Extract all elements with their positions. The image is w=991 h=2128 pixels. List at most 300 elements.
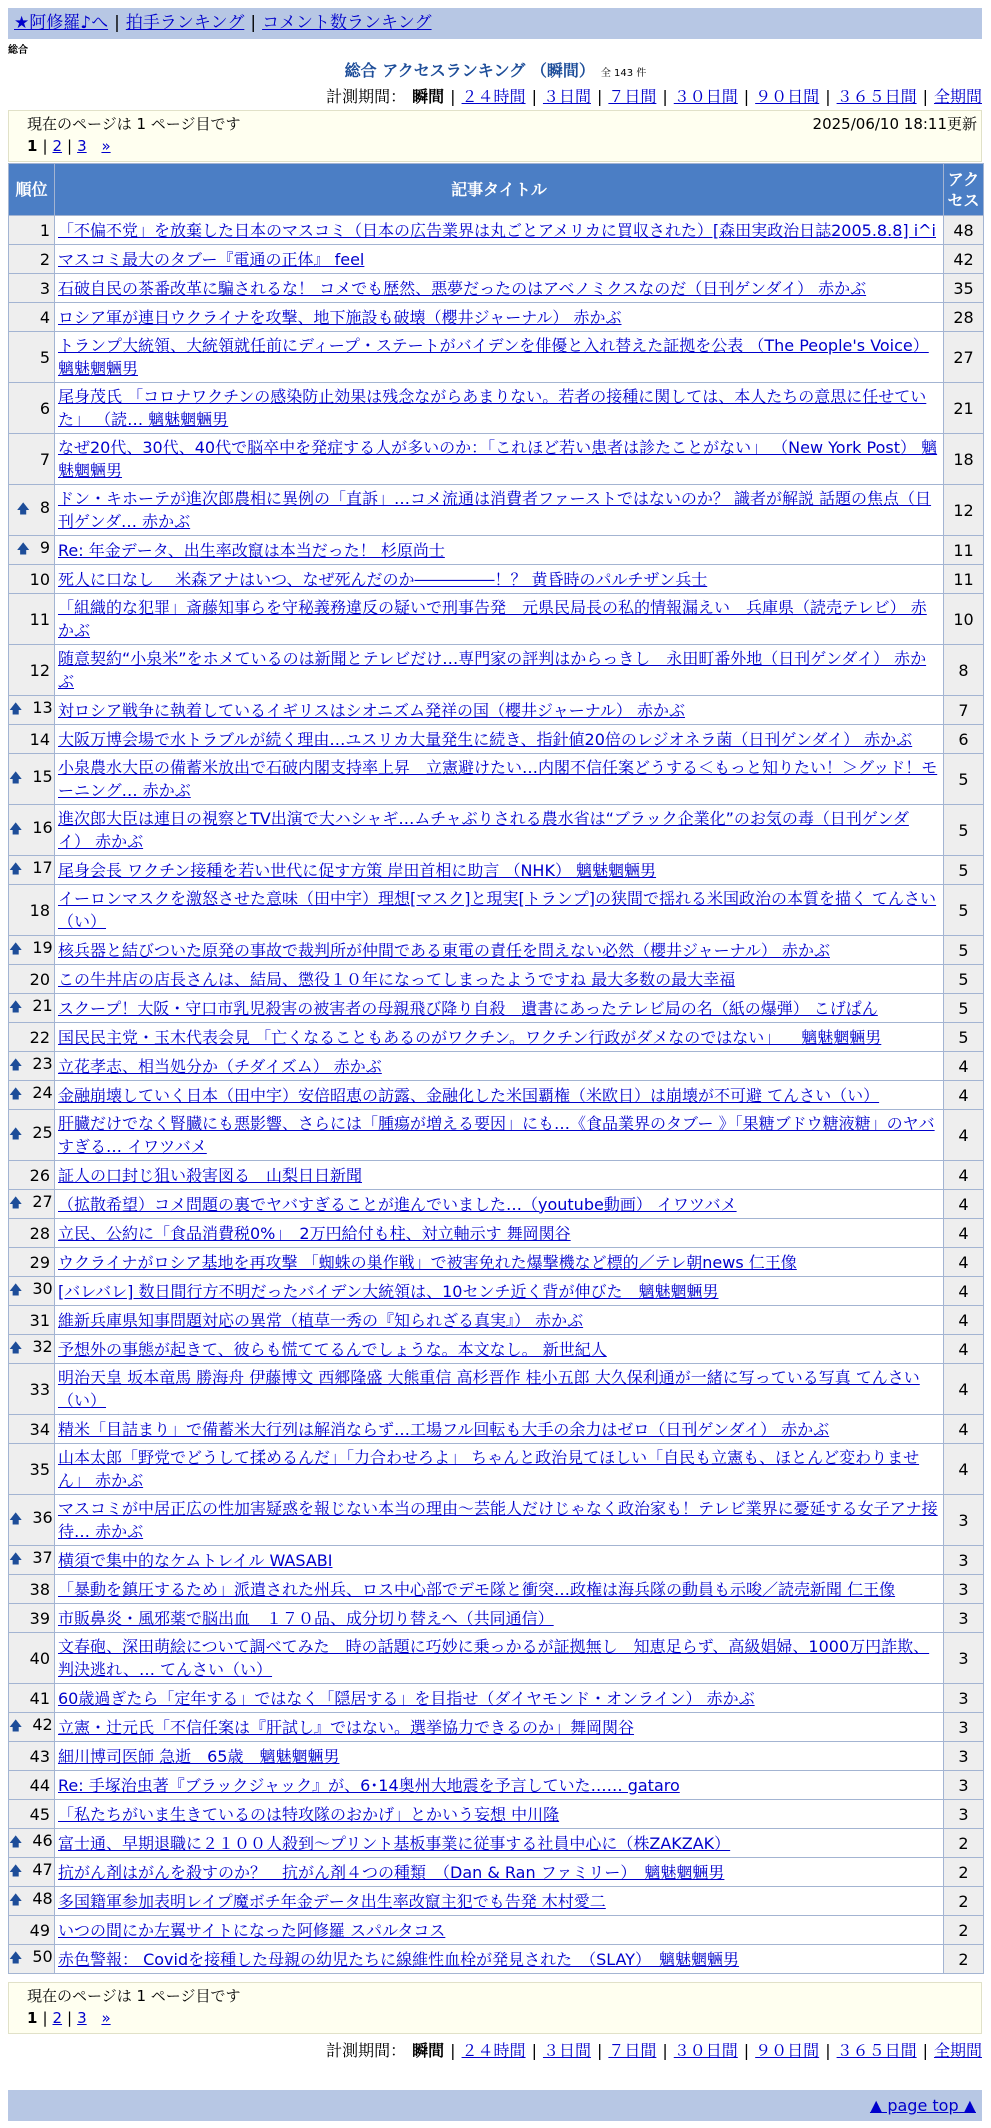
access-count: 3 xyxy=(944,1713,984,1742)
title-cell xyxy=(55,1916,944,1945)
rank-up-icon: 🡅 xyxy=(16,542,30,557)
article-link[interactable]: 精米「目詰まり」で備蓄米大行列は解消ならず…工場フル回転も大手の余力はゼロ（日刊ゲンダイ） 赤かぶ xyxy=(58,1419,830,1439)
access-count: 4 xyxy=(944,1081,984,1110)
period-link[interactable]: ３６５日間 xyxy=(836,87,917,106)
title-cell xyxy=(55,856,944,885)
access-count: 4 xyxy=(944,1335,984,1364)
rank-cell xyxy=(9,754,55,805)
table-row xyxy=(9,1604,984,1633)
article-link[interactable]: 「不偏不党」を放棄した日本のマスコミ（日本の広告業界は丸ごとアメリカに買収された）[森田実政治日誌2005.8.8] i^i xyxy=(58,220,936,240)
table-row xyxy=(9,1575,984,1604)
article-link[interactable]: なぜ20代、30代、40代で脳卒中を発症する人が多いのか：「これほど若い患者は診たことがない」 （New York Post） 魑魅魍魎男 xyxy=(58,438,938,480)
access-count: 5 xyxy=(944,994,984,1023)
title-cell xyxy=(55,1713,944,1742)
access-count: 3 xyxy=(944,1633,984,1684)
rank-cell xyxy=(9,1023,55,1052)
title-cell xyxy=(55,1081,944,1110)
article-link[interactable]: 大阪万博会場で水トラブルが続く理由…ユスリカ大量発生に続き、指針値20倍のレジオネラ菌（日刊ゲンダイ） 赤かぶ xyxy=(58,729,913,749)
rank-number: 27 xyxy=(32,1192,53,1211)
divider: | xyxy=(114,13,120,33)
access-count: 35 xyxy=(944,274,984,303)
access-count: 4 xyxy=(944,1161,984,1190)
article-link[interactable]: 山本太郎「野党でどうして揉めるんだ」「力合わせろよ」 ちゃんと政治見てほしい「自民も立憲も、ほとんど変わりません」 赤かぶ xyxy=(58,1448,920,1490)
article-link[interactable]: イーロンマスクを激怒させた意味（田中宇）理想[マスク]と現実[トランプ]の狭間で揺れる米国政治の本質を描く てんさい（い） xyxy=(58,889,937,931)
rank-cell xyxy=(9,536,55,565)
access-count: 5 xyxy=(944,805,984,856)
divider: | xyxy=(450,2041,456,2060)
access-count: 12 xyxy=(944,485,984,536)
rank-up-icon: 🡅 xyxy=(9,1283,23,1298)
table-row xyxy=(9,536,984,565)
total-count: 全 143 件 xyxy=(600,68,647,79)
table-row xyxy=(9,1023,984,1052)
rank-number: 16 xyxy=(32,818,53,837)
rank-cell xyxy=(9,1277,55,1306)
article-link[interactable]: 富士通、早期退職に２１００人殺到〜プリント基板事業に従事する社員中心に（株ZAKZAK） xyxy=(58,1833,731,1853)
article-link[interactable]: 細川博司医師 急逝 65歳 魑魅魍魎男 xyxy=(58,1746,340,1766)
period-label: 計測期間： xyxy=(326,2041,407,2060)
article-link[interactable]: 証人の口封じ狙い殺害図る 山梨日日新聞 xyxy=(58,1165,363,1185)
table-row xyxy=(9,1081,984,1110)
access-count: 3 xyxy=(944,1604,984,1633)
table-row xyxy=(9,1364,984,1415)
table-row xyxy=(9,1052,984,1081)
access-count: 7 xyxy=(944,696,984,725)
page-link[interactable]: 3 xyxy=(77,2009,87,2027)
article-link[interactable]: スクープ！大阪・守口市乳児殺害の被害者の母親飛び降り自殺 遺書にあったテレビ局の名（紙の爆弾） こげぱん xyxy=(58,998,878,1018)
spacer xyxy=(92,137,97,155)
title-cell xyxy=(55,434,944,485)
next-page-link[interactable]: » xyxy=(101,137,111,155)
page-link[interactable]: 3 xyxy=(77,137,87,155)
divider: | xyxy=(743,2041,750,2060)
table-row xyxy=(9,1546,984,1575)
table-row xyxy=(9,994,984,1023)
article-link[interactable]: 尾身茂氏 「コロナワクチンの感染防止効果は残念ながらあまりない。若者の接種に関しては、本人たちの意思に任せていた」 （読… 魑魅魍魎男 xyxy=(58,387,927,429)
page-top-link[interactable]: ▲ page top ▲ xyxy=(869,2096,976,2115)
table-row xyxy=(9,856,984,885)
rank-number: 47 xyxy=(32,1860,53,1879)
access-count: 2 xyxy=(944,1945,984,1974)
article-link[interactable]: 立民、公約に「食品消費税0%」 2万円給付も柱、対立軸示す 舞岡関谷 xyxy=(58,1223,571,1243)
table-row xyxy=(9,1742,984,1771)
title-cell xyxy=(55,1023,944,1052)
divider: | xyxy=(531,2041,537,2060)
period-link[interactable]: 全期間 xyxy=(933,87,982,106)
access-count: 4 xyxy=(944,1277,984,1306)
rank-cell xyxy=(9,1713,55,1742)
period-link[interactable]: ３日間 xyxy=(542,2041,591,2060)
divider: | xyxy=(67,137,73,155)
access-count: 10 xyxy=(944,594,984,645)
rank-number: 44 xyxy=(29,1775,50,1795)
access-count: 18 xyxy=(944,434,984,485)
rank-number: 29 xyxy=(29,1252,50,1272)
access-count: 28 xyxy=(944,303,984,332)
table-row xyxy=(9,936,984,965)
title-cell xyxy=(55,245,944,274)
table-row xyxy=(9,274,984,303)
period-link[interactable]: ７日間 xyxy=(608,2041,657,2060)
table-row xyxy=(9,885,984,936)
ranking-table xyxy=(8,163,984,1974)
article-link[interactable]: 小泉農水大臣の備蓄米放出で石破内閣支持率上昇 立憲避けたい…内閣不信任案どうする＜もっと知りたい！＞グッド！モーニング… 赤かぶ xyxy=(58,758,938,800)
access-count: 2 xyxy=(944,1829,984,1858)
title-cell xyxy=(55,216,944,245)
table-row xyxy=(9,696,984,725)
rank-cell xyxy=(9,1495,55,1546)
rank-number: 24 xyxy=(32,1083,53,1102)
access-count: 5 xyxy=(944,754,984,805)
rank-number: 12 xyxy=(29,660,50,680)
article-link[interactable]: 予想外の事態が起きて、彼らも慌ててるんでしょうな。本文なし。 新世紀人 xyxy=(58,1339,607,1359)
rank-cell xyxy=(9,245,55,274)
article-link[interactable]: 対ロシア戦争に執着しているイギリスはシオニズム発祥の国（櫻井ジャーナル） 赤かぶ xyxy=(58,700,686,720)
article-link[interactable]: 立憲・辻元氏「不信任案は『肝試し』ではない。選挙協力できるのか」舞岡関谷 xyxy=(58,1717,635,1737)
table-row xyxy=(9,594,984,645)
article-link[interactable]: 石破自民の茶番改革に騙されるな！ コメでも歴然、悪夢だったのはアベノミクスなのだ（日刊ゲンダイ） 赤かぶ xyxy=(58,278,867,298)
divider: | xyxy=(450,87,456,106)
title-cell xyxy=(55,1306,944,1335)
access-count: 42 xyxy=(944,245,984,274)
rank-number: 38 xyxy=(29,1579,50,1599)
table-row xyxy=(9,1684,984,1713)
rank-cell xyxy=(9,1604,55,1633)
rank-cell xyxy=(9,594,55,645)
table-row xyxy=(9,485,984,536)
article-link[interactable]: いつの間にか左翼サイトになった阿修羅 スパルタコス xyxy=(58,1920,446,1940)
article-link[interactable]: [バレバレ] 数日間行方不明だったバイデン大統領は、10センチ近く背が伸びた 魑魅魍魎男 xyxy=(58,1281,719,1301)
rank-up-icon: 🡅 xyxy=(9,1719,23,1734)
rank-cell xyxy=(9,725,55,754)
table-row xyxy=(9,1110,984,1161)
comment-ranking-link[interactable]: コメント数ランキング xyxy=(262,13,432,33)
rank-up-icon: 🡅 xyxy=(9,942,23,957)
rank-number: 31 xyxy=(29,1310,50,1330)
title-cell xyxy=(55,1742,944,1771)
title-cell xyxy=(55,1800,944,1829)
divider: | xyxy=(42,137,48,155)
divider: | xyxy=(42,2009,48,2027)
article-link[interactable]: 立花孝志、相当処分か（チダイズム） 赤かぶ xyxy=(58,1056,382,1076)
rank-number: 13 xyxy=(32,698,53,717)
period-link[interactable]: ３６５日間 xyxy=(836,2041,917,2060)
article-link[interactable]: マスコミが中居正広の性加害疑惑を報じない本当の理由〜芸能人だけじゃなく政治家も！テレビ業界に憂延する女子アナ接待… 赤かぶ xyxy=(58,1499,938,1541)
divider: | xyxy=(825,87,831,106)
rank-cell xyxy=(9,1916,55,1945)
table-row xyxy=(9,1916,984,1945)
divider: | xyxy=(662,87,668,106)
title-cell xyxy=(55,274,944,303)
access-count: 21 xyxy=(944,383,984,434)
article-link[interactable]: Re: 手塚治虫著『ブラックジャック』が、6･14奥州大地震を予言していた…… gataro xyxy=(58,1775,680,1795)
rank-number: 9 xyxy=(39,538,50,557)
access-count: 2 xyxy=(944,1916,984,1945)
rank-number: 3 xyxy=(39,278,50,298)
access-count: 3 xyxy=(944,1684,984,1713)
title-cell xyxy=(55,994,944,1023)
article-link[interactable]: 維新兵庫県知事問題対応の異常（植草一秀の『知られざる真実』） 赤かぶ xyxy=(58,1310,584,1330)
table-row xyxy=(9,1858,984,1887)
rank-number: 45 xyxy=(29,1804,50,1824)
table-row xyxy=(9,434,984,485)
divider: | xyxy=(596,2041,603,2060)
title-cell xyxy=(55,965,944,994)
article-link[interactable]: 市販鼻炎・風邪薬で脳出血 １７０品、成分切り替えへ（共同通信） xyxy=(58,1608,554,1628)
article-link[interactable]: 死人に口なし 米森アナはいつ、なぜ死んだのか―――――！？ 黄昏時のパルチザン兵士 xyxy=(58,569,708,589)
access-count: 4 xyxy=(944,1110,984,1161)
period-link[interactable]: 全期間 xyxy=(933,2041,982,2060)
period-current: 瞬間 xyxy=(412,87,445,106)
article-link[interactable]: トランプ大統領、大統領就任前にディープ・ステートがバイデンを俳優と入れ替えた証拠を公表 （The People's Voice） 魑魅魍魎男 xyxy=(58,336,929,378)
rank-cell xyxy=(9,274,55,303)
title-cell xyxy=(55,303,944,332)
home-link[interactable]: ★阿修羅♪へ xyxy=(14,13,109,33)
rank-up-icon: 🡅 xyxy=(9,1552,23,1567)
divider: | xyxy=(67,2009,73,2027)
title-cell xyxy=(55,885,944,936)
rank-number: 5 xyxy=(39,347,50,367)
access-count: 4 xyxy=(944,1219,984,1248)
access-count: 3 xyxy=(944,1495,984,1546)
article-link[interactable]: ドン・キホーテが進次郎農相に異例の「直訴」…コメ流通は消費者ファーストではないのか？ 識者が解説 話題の焦点（日刊ゲンダ… 赤かぶ xyxy=(58,489,932,531)
period-link[interactable]: ９０日間 xyxy=(755,2041,820,2060)
rank-up-icon: 🡅 xyxy=(16,502,30,517)
rank-cell xyxy=(9,965,55,994)
divider: | xyxy=(596,87,603,106)
rank-cell xyxy=(9,1742,55,1771)
rank-cell xyxy=(9,1219,55,1248)
article-link[interactable]: Re: 年金データ、出生率改竄は本当だった！ 杉原尚士 xyxy=(58,540,445,560)
rank-number: 2 xyxy=(39,249,50,269)
rank-cell xyxy=(9,994,55,1023)
article-link[interactable]: 「組織的な犯罪」斎藤知事らを守秘義務違反の疑いで刑事告発 元県民局長の私的情報漏えい 兵庫県（読売テレビ） 赤かぶ xyxy=(58,598,927,640)
table-row xyxy=(9,383,984,434)
article-link[interactable]: 明治天皇 坂本竜馬 勝海舟 伊藤博文 西郷隆盛 大熊重信 高杉晋作 桂小五郎 大久保利通が一緒に写っている写真 てんさい（い） xyxy=(58,1368,920,1410)
rank-cell xyxy=(9,1081,55,1110)
table-row xyxy=(9,1771,984,1800)
article-link[interactable]: 「暴動を鎮圧するため」派遣された州兵、ロス中心部でデモ隊と衝突…政権は海兵隊の動員も示唆／読売新聞 仁王像 xyxy=(58,1579,896,1599)
access-count: 5 xyxy=(944,1023,984,1052)
title-cell xyxy=(55,536,944,565)
rank-cell xyxy=(9,1800,55,1829)
title-cell xyxy=(55,383,944,434)
rank-number: 18 xyxy=(29,900,50,920)
rank-cell xyxy=(9,485,55,536)
rank-cell xyxy=(9,1190,55,1219)
rank-cell xyxy=(9,1052,55,1081)
period-link[interactable]: ３日間 xyxy=(542,87,591,106)
rank-number: 7 xyxy=(39,449,50,469)
rank-cell xyxy=(9,1415,55,1444)
rank-number: 8 xyxy=(39,498,50,517)
rank-number: 30 xyxy=(32,1279,53,1298)
article-link[interactable]: 抗がん剤はがんを殺すのか？ 抗がん剤４つの種類 （Dan & Ran ファミリー） 魑魅魍魎男 xyxy=(58,1862,725,1882)
rank-cell xyxy=(9,1306,55,1335)
divider: | xyxy=(531,87,537,106)
rank-cell xyxy=(9,1829,55,1858)
title-cell xyxy=(55,1546,944,1575)
divider: | xyxy=(250,13,257,33)
rank-cell xyxy=(9,645,55,696)
article-link[interactable]: 肝臓だけでなく腎臓にも悪影響、さらには「腫瘍が増える要因」にも…《食品業界のタブー 》「果糖ブドウ糖液糖」のヤバすぎる… イワツバメ xyxy=(58,1114,935,1156)
table-row xyxy=(9,1415,984,1444)
period-link[interactable]: ２４時間 xyxy=(461,87,526,106)
pager-box-top xyxy=(8,110,982,162)
pager-box-bottom xyxy=(8,1982,982,2034)
article-link[interactable]: （拡散希望）コメ問題の裏でヤバすぎることが進んでいました…（youtube動画） イワツバメ xyxy=(58,1194,737,1214)
page-link[interactable]: 2 xyxy=(52,2009,63,2027)
title-cell xyxy=(55,485,944,536)
rank-cell xyxy=(9,303,55,332)
table-row xyxy=(9,754,984,805)
rank-number: 1 xyxy=(39,220,50,240)
table-row xyxy=(9,1444,984,1495)
article-link[interactable]: 60歳過ぎたら「定年する」ではなく「隠居する」を目指せ（ダイヤモンド・オンライン） 赤かぶ xyxy=(58,1688,755,1708)
page-link[interactable]: 2 xyxy=(52,137,63,155)
rank-number: 10 xyxy=(29,569,50,589)
rank-number: 11 xyxy=(29,609,50,629)
period-link[interactable]: ３０日間 xyxy=(673,87,738,106)
period-link[interactable]: ２４時間 xyxy=(461,2041,526,2060)
rank-up-icon: 🡅 xyxy=(9,1341,23,1356)
rank-cell xyxy=(9,565,55,594)
period-link[interactable]: ９０日間 xyxy=(755,87,820,106)
article-link[interactable]: 「私たちがいま生きているのは特攻隊のおかげ」とかいう妄想 中川隆 xyxy=(58,1804,560,1824)
spacer xyxy=(92,2009,97,2027)
rank-up-icon: 🡅 xyxy=(9,1058,23,1073)
title-cell xyxy=(55,1945,944,1974)
article-link[interactable]: マスコミ最大のタブー『電通の正体』 feel xyxy=(58,249,365,269)
updated-time: 2025/06/10 18:11更新 xyxy=(812,115,977,133)
page-title: 総合 アクセスランキング （瞬間） xyxy=(344,61,595,80)
title-cell xyxy=(55,1277,944,1306)
article-link[interactable]: 国民民主党・玉木代表会見 「亡くなることもあるのがワクチン。ワクチン行政がダメなのではない」 魑魅魍魎男 xyxy=(58,1027,882,1047)
title-cell xyxy=(55,594,944,645)
article-link[interactable]: 文春砲、深田萌絵について調べてみた 時の話題に巧妙に乗っかるが証拠無し 知恵足らず、高級娼婦、1000万円詐欺、判決逃れ、… てんさい（い） xyxy=(58,1637,930,1679)
table-row xyxy=(9,645,984,696)
title-cell xyxy=(55,936,944,965)
rank-up-icon: 🡅 xyxy=(9,822,23,837)
table-row xyxy=(9,565,984,594)
page-status: 現在のページは 1 ページ目です xyxy=(27,1987,241,2005)
rank-number: 6 xyxy=(39,398,50,418)
table-row xyxy=(9,1277,984,1306)
rank-cell xyxy=(9,1858,55,1887)
divider: | xyxy=(743,87,750,106)
rank-number: 14 xyxy=(29,729,50,749)
rank-number: 25 xyxy=(32,1123,53,1142)
table-row xyxy=(9,1190,984,1219)
divider: | xyxy=(922,2041,928,2060)
rank-number: 46 xyxy=(32,1831,53,1850)
table-row xyxy=(9,1335,984,1364)
rank-up-icon: 🡅 xyxy=(9,1000,23,1015)
title-cell xyxy=(55,754,944,805)
rank-cell xyxy=(9,1161,55,1190)
article-link[interactable]: 多国籍軍参加表明レイプ魔ボチ年金データ出生率改竄主犯でも告発 木村愛二 xyxy=(58,1891,606,1911)
article-link[interactable]: 随意契約“小泉米”をホメているのは新聞とテレビだけ…専門家の評判はからっきし 永田町番外地（日刊ゲンダイ） 赤かぶ xyxy=(58,649,927,691)
table-row xyxy=(9,965,984,994)
rank-number: 40 xyxy=(29,1648,50,1668)
rank-cell xyxy=(9,1575,55,1604)
rank-up-icon: 🡅 xyxy=(9,1893,23,1908)
rank-cell xyxy=(9,1444,55,1495)
access-count: 8 xyxy=(944,645,984,696)
rank-cell xyxy=(9,216,55,245)
divider: | xyxy=(662,2041,668,2060)
title-header: 記事タイトル xyxy=(55,164,944,216)
rank-up-icon: 🡅 xyxy=(9,1512,23,1527)
applause-ranking-link[interactable]: 拍手ランキング xyxy=(125,13,245,33)
rank-cell xyxy=(9,1364,55,1415)
rank-up-icon: 🡅 xyxy=(9,771,23,786)
pager xyxy=(27,2007,963,2029)
period-link[interactable]: ７日間 xyxy=(608,87,657,106)
period-current: 瞬間 xyxy=(412,2041,445,2060)
rank-cell xyxy=(9,936,55,965)
rank-up-icon: 🡅 xyxy=(9,1127,23,1142)
access-count: 11 xyxy=(944,536,984,565)
article-link[interactable]: この牛丼店の店長さんは、結局、懲役１０年になってしまったようですね 最大多数の最大幸福 xyxy=(58,969,736,989)
pager xyxy=(27,135,963,157)
title-cell xyxy=(55,1444,944,1495)
table-row xyxy=(9,1633,984,1684)
title-cell xyxy=(55,1219,944,1248)
table-row xyxy=(9,1306,984,1335)
current-page: 1 xyxy=(27,137,38,155)
title-cell xyxy=(55,1364,944,1415)
article-link[interactable]: 進次郎大臣は連日の視察とTV出演で大ハシャギ…ムチャぶりされる農水省は“ブラック企業化”のお気の毒（日刊ゲンダイ） 赤かぶ xyxy=(58,809,909,851)
article-link[interactable]: 赤色警報： Covidを接種した母親の幼児たちに線維性血栓が発見された （SLAY） 魑魅魍魎男 xyxy=(58,1949,740,1969)
rank-cell xyxy=(9,1335,55,1364)
rank-number: 17 xyxy=(32,858,53,877)
article-link[interactable]: 金融崩壊していく日本（田中宇）安倍昭恵の訪露、金融化した米国覇権（米欧日）は崩壊が不可避 てんさい（い） xyxy=(58,1085,880,1105)
article-link[interactable]: 横須で集中的なケムトレイル WASABI xyxy=(58,1550,333,1570)
next-page-link[interactable]: » xyxy=(101,2009,111,2027)
article-link[interactable]: 核兵器と結びついた原発の事故で裁判所が仲間である東電の責任を問えない必然（櫻井ジャーナル） 赤かぶ xyxy=(58,940,830,960)
article-link[interactable]: ロシア軍が連日ウクライナを攻撃、地下施設も破壊（櫻井ジャーナル） 赤かぶ xyxy=(58,307,622,327)
article-link[interactable]: ウクライナがロシア基地を再攻撃 「蜘蛛の巣作戦」で被害免れた爆撃機など標的／テレ朝news 仁王像 xyxy=(58,1252,797,1272)
rank-number: 35 xyxy=(29,1459,50,1479)
rank-cell xyxy=(9,1110,55,1161)
period-link[interactable]: ３０日間 xyxy=(673,2041,738,2060)
rank-up-icon: 🡅 xyxy=(9,1835,23,1850)
table-row xyxy=(9,1829,984,1858)
title-cell xyxy=(55,805,944,856)
rank-number: 32 xyxy=(32,1337,53,1356)
access-count: 5 xyxy=(944,936,984,965)
table-row xyxy=(9,1219,984,1248)
title-cell xyxy=(55,1684,944,1713)
title-cell xyxy=(55,696,944,725)
table-header-row xyxy=(9,164,984,216)
rank-number: 23 xyxy=(32,1054,53,1073)
access-count: 2 xyxy=(944,1887,984,1916)
title-cell xyxy=(55,1829,944,1858)
title-cell xyxy=(55,645,944,696)
title-cell xyxy=(55,1858,944,1887)
title-cell xyxy=(55,1575,944,1604)
rank-up-icon: 🡅 xyxy=(9,702,23,717)
access-count: 4 xyxy=(944,1415,984,1444)
bottom-bar xyxy=(8,2090,982,2121)
access-count: 3 xyxy=(944,1575,984,1604)
access-count: 5 xyxy=(944,965,984,994)
article-link[interactable]: 尾身会長 ワクチン接種を若い世代に促す方策 岸田首相に助言 （NHK） 魑魅魍魎男 xyxy=(58,860,657,880)
access-count: 4 xyxy=(944,1364,984,1415)
access-count: 3 xyxy=(944,1771,984,1800)
